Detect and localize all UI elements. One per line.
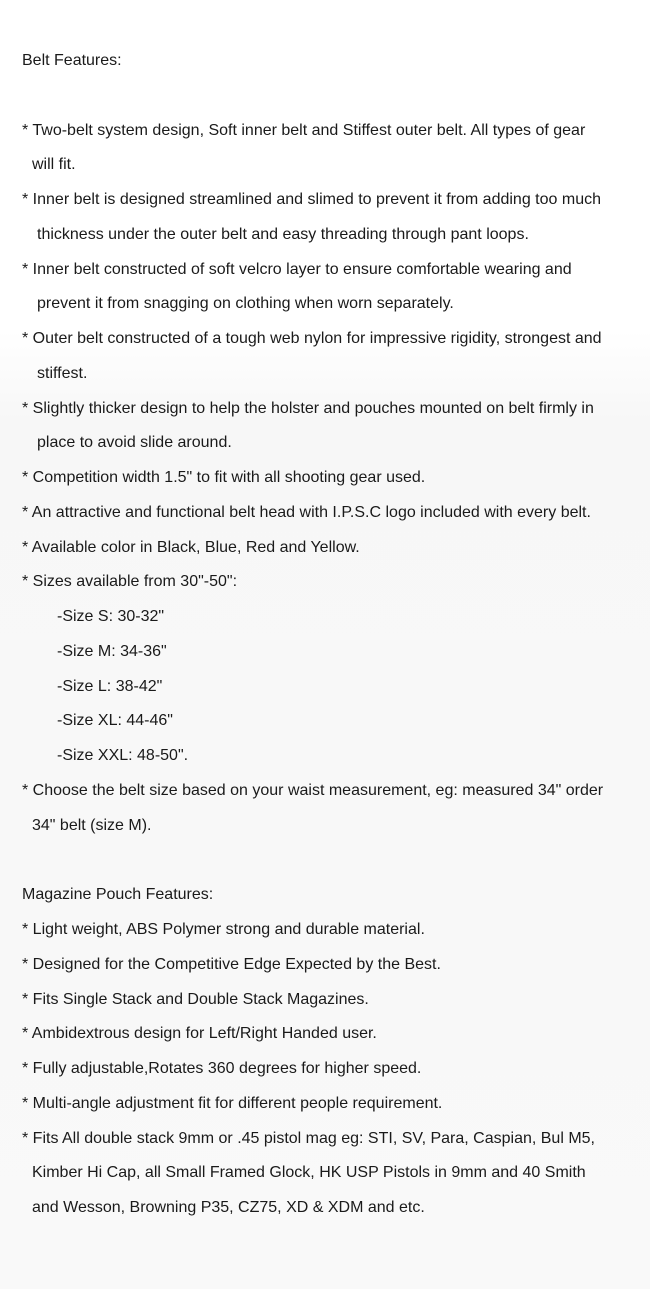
belt-size-advice: * Choose the belt size based on your waist measurement, eg: measured 34" order <box>22 782 604 799</box>
size-option: -Size L: 38-42" <box>57 678 163 695</box>
pouch-feature-line: Kimber Hi Cap, all Small Framed Glock, HK USP Pistols in 9mm and 40 Smith <box>32 1164 586 1181</box>
pouch-feature-line: * Fits All double stack 9mm or .45 pistol mag eg: STI, SV, Para, Caspian, Bul M5, <box>22 1130 595 1147</box>
pouch-feature-line: * Multi-angle adjustment fit for different people requirement. <box>22 1095 443 1112</box>
belt-feature-line: prevent it from snagging on clothing when worn separately. <box>37 295 454 312</box>
pouch-feature-line: * Light weight, ABS Polymer strong and durable material. <box>22 921 425 938</box>
size-option: -Size M: 34-36" <box>57 643 167 660</box>
pouch-feature-line: and Wesson, Browning P35, CZ75, XD & XDM and etc. <box>32 1199 425 1216</box>
belt-feature-line: * Competition width 1.5" to fit with all shooting gear used. <box>22 469 426 486</box>
belt-feature-line: * Available color in Black, Blue, Red and Yellow. <box>22 539 360 556</box>
belt-feature-line: thickness under the outer belt and easy threading through pant loops. <box>37 226 529 243</box>
size-option: -Size XXL: 48-50". <box>57 747 189 764</box>
belt-feature-line: * An attractive and functional belt head with I.P.S.C logo included with every belt. <box>22 504 591 521</box>
belt-feature-line: * Sizes available from 30"-50": <box>22 573 238 590</box>
belt-feature-line: stiffest. <box>37 365 88 382</box>
belt-feature-line: * Slightly thicker design to help the holster and pouches mounted on belt firmly in <box>22 400 594 417</box>
size-option: -Size XL: 44-46" <box>57 712 173 729</box>
pouch-features-heading: Magazine Pouch Features: <box>22 886 214 903</box>
belt-feature-line: * Two-belt system design, Soft inner belt and Stiffest outer belt. All types of gear <box>22 122 586 139</box>
pouch-feature-line: * Fits Single Stack and Double Stack Magazines. <box>22 991 369 1008</box>
pouch-feature-line: * Designed for the Competitive Edge Expected by the Best. <box>22 956 441 973</box>
belt-feature-line: * Outer belt constructed of a tough web nylon for impressive rigidity, strongest and <box>22 330 602 347</box>
belt-size-advice: 34" belt (size M). <box>32 817 152 834</box>
pouch-feature-line: * Fully adjustable,Rotates 360 degrees for higher speed. <box>22 1060 422 1077</box>
belt-feature-line: * Inner belt constructed of soft velcro layer to ensure comfortable wearing and <box>22 261 572 278</box>
belt-feature-line: place to avoid slide around. <box>37 434 232 451</box>
belt-features-heading: Belt Features: <box>22 52 122 69</box>
belt-feature-line: * Inner belt is designed streamlined and slimed to prevent it from adding too much <box>22 191 601 208</box>
size-option: -Size S: 30-32" <box>57 608 165 625</box>
belt-feature-line: will fit. <box>32 156 76 173</box>
pouch-feature-line: * Ambidextrous design for Left/Right Handed user. <box>22 1025 377 1042</box>
